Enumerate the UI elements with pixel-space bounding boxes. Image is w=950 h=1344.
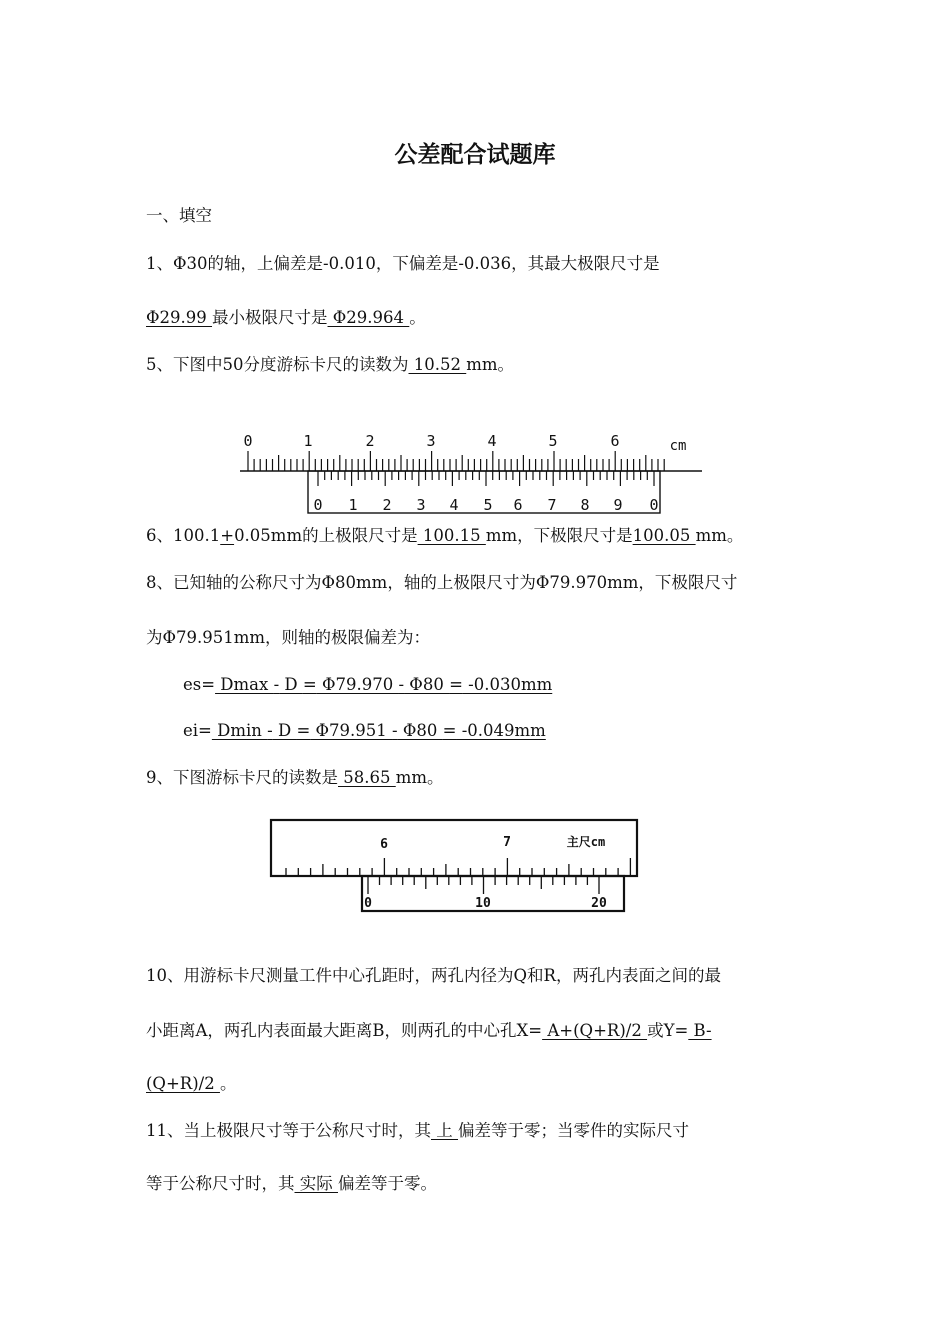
formula-term: Φ79.970 bbox=[316, 675, 399, 694]
main-scale-label: 4 bbox=[487, 432, 497, 450]
unit-text: mm。 bbox=[466, 355, 515, 374]
question-10-line2 bbox=[146, 1020, 712, 1042]
formula-term: Dmin bbox=[211, 721, 268, 740]
formula-term: Φ80 bbox=[397, 721, 443, 740]
vernier-caliper-figure-2 bbox=[268, 818, 642, 916]
vernier-scale-label: 6 bbox=[513, 496, 523, 514]
answer-blank-actual-deviation: 实际 bbox=[294, 1174, 338, 1193]
question-10-line3 bbox=[146, 1073, 236, 1095]
formula-result: -0.049mm bbox=[456, 721, 546, 740]
formula-term: D bbox=[272, 721, 297, 740]
vernier-scale-label: 4 bbox=[449, 496, 459, 514]
vernier-scale-label: 0 bbox=[313, 496, 323, 514]
vernier-scale-label: 9 bbox=[613, 496, 623, 514]
answer-blank-x: A+(Q+R)/2 bbox=[542, 1021, 648, 1040]
formula-operator: = bbox=[442, 721, 457, 740]
formula-term: Dmax bbox=[215, 675, 274, 694]
plus-minus-sign: + bbox=[220, 526, 235, 545]
formula-term: D bbox=[279, 675, 303, 694]
vernier-scale-label: 20 bbox=[591, 896, 607, 911]
main-scale-label: 6 bbox=[610, 432, 620, 450]
formula-operator: = bbox=[296, 721, 311, 740]
main-scale-label: 6 bbox=[380, 837, 388, 852]
question-9-text: 9、下图游标卡尺的读数是 bbox=[146, 768, 338, 787]
question-1-line1: 1、Φ30的轴，上偏差是-0.010，下偏差是-0.036，其最大极限尺寸是 bbox=[146, 254, 660, 273]
main-scale-label: 3 bbox=[426, 432, 436, 450]
main-scale-label: 2 bbox=[365, 432, 375, 450]
answer-blank-max-size: Φ29.99 bbox=[146, 308, 213, 327]
answer-blank-upper: 100.15 bbox=[417, 526, 486, 545]
question-8-line2: 为Φ79.951mm，则轴的极限偏差为： bbox=[146, 628, 431, 647]
formula-term: Φ80 bbox=[404, 675, 450, 694]
main-scale-unit: 主尺cm bbox=[566, 835, 606, 849]
question-6-text: 0.05mm的上极限尺寸是 bbox=[234, 526, 418, 545]
unit-text: mm。 bbox=[395, 768, 444, 787]
es-formula bbox=[183, 674, 552, 696]
question-9 bbox=[146, 767, 444, 789]
formula-operator: = bbox=[302, 675, 317, 694]
question-11-line1 bbox=[146, 1120, 689, 1142]
unit-text: mm。 bbox=[695, 526, 744, 545]
formula-term: Φ79.951 bbox=[310, 721, 393, 740]
question-5 bbox=[146, 354, 514, 376]
question-10-text: 小距离A，两孔内表面最大距离B，则两孔的中心孔X= bbox=[146, 1021, 543, 1040]
answer-blank-min-size: Φ29.964 bbox=[327, 308, 410, 327]
page-title: 公差配合试题库 bbox=[394, 142, 556, 168]
ei-formula bbox=[183, 720, 546, 742]
main-scale-unit: cm bbox=[669, 438, 687, 454]
question-5-text: 5、下图中50分度游标卡尺的读数为 bbox=[146, 355, 409, 374]
question-10-text: 或Y= bbox=[647, 1021, 689, 1040]
answer-blank-reading: 58.65 bbox=[338, 768, 396, 787]
formula-operator: = bbox=[449, 675, 463, 694]
question-11-text: 等于公称尺寸时，其 bbox=[146, 1174, 295, 1193]
period: 。 bbox=[219, 1074, 237, 1093]
main-scale-label: 5 bbox=[548, 432, 558, 450]
answer-blank-reading: 10.52 bbox=[408, 355, 467, 374]
vernier-scale-label: 10 bbox=[475, 896, 491, 911]
formula-operator: - bbox=[267, 721, 273, 740]
vernier-scale-label: 5 bbox=[483, 496, 493, 514]
question-11-line2 bbox=[146, 1173, 437, 1195]
vernier-scale-label: 0 bbox=[364, 896, 372, 911]
question-6 bbox=[146, 525, 743, 547]
answer-blank-y-part2: (Q+R)/2 bbox=[146, 1074, 220, 1093]
answer-blank-upper-deviation: 上 bbox=[431, 1121, 458, 1140]
vernier-scale-label: 2 bbox=[382, 496, 392, 514]
question-1-mid: 最小极限尺寸是 bbox=[212, 308, 328, 327]
ei-label: ei= bbox=[183, 721, 212, 740]
vernier-scale-label: 7 bbox=[547, 496, 557, 514]
question-11-text: 偏差等于零。 bbox=[338, 1174, 437, 1193]
formula-operator: - bbox=[273, 675, 280, 694]
formula-operator: - bbox=[392, 721, 398, 740]
question-6-text: 6、100.1 bbox=[146, 526, 221, 545]
vernier-scale-body bbox=[362, 876, 624, 911]
main-scale-label: 1 bbox=[303, 432, 313, 450]
question-8-line1: 8、已知轴的公称尺寸为Φ80mm，轴的上极限尺寸为Φ79.970mm，下极限尺寸 bbox=[146, 573, 738, 592]
main-scale-label: 0 bbox=[243, 432, 253, 450]
es-label: es= bbox=[183, 675, 216, 694]
formula-result: -0.030mm bbox=[462, 675, 553, 694]
answer-blank-y-part1: B- bbox=[688, 1021, 712, 1040]
question-1-line2 bbox=[146, 307, 426, 329]
question-11-text: 偏差等于零；当零件的实际尺寸 bbox=[458, 1121, 689, 1140]
question-11-text: 11、当上极限尺寸等于公称尺寸时，其 bbox=[146, 1121, 431, 1140]
section-heading: 一、填空 bbox=[146, 206, 212, 225]
vernier-caliper-figure-1 bbox=[236, 428, 708, 518]
period: 。 bbox=[409, 308, 426, 327]
formula-operator: - bbox=[398, 675, 405, 694]
vernier-scale-label: 8 bbox=[580, 496, 590, 514]
vernier-scale-label: 0 bbox=[649, 496, 659, 514]
vernier-scale-label: 3 bbox=[416, 496, 426, 514]
question-6-text: mm，下极限尺寸是 bbox=[485, 526, 633, 545]
vernier-scale-label: 1 bbox=[348, 496, 358, 514]
answer-blank-lower: 100.05 bbox=[632, 526, 696, 545]
main-scale-label: 7 bbox=[503, 835, 511, 850]
question-10-line1: 10、用游标卡尺测量工件中心孔距时，两孔内径为Q和R，两孔内表面之间的最 bbox=[146, 966, 721, 985]
